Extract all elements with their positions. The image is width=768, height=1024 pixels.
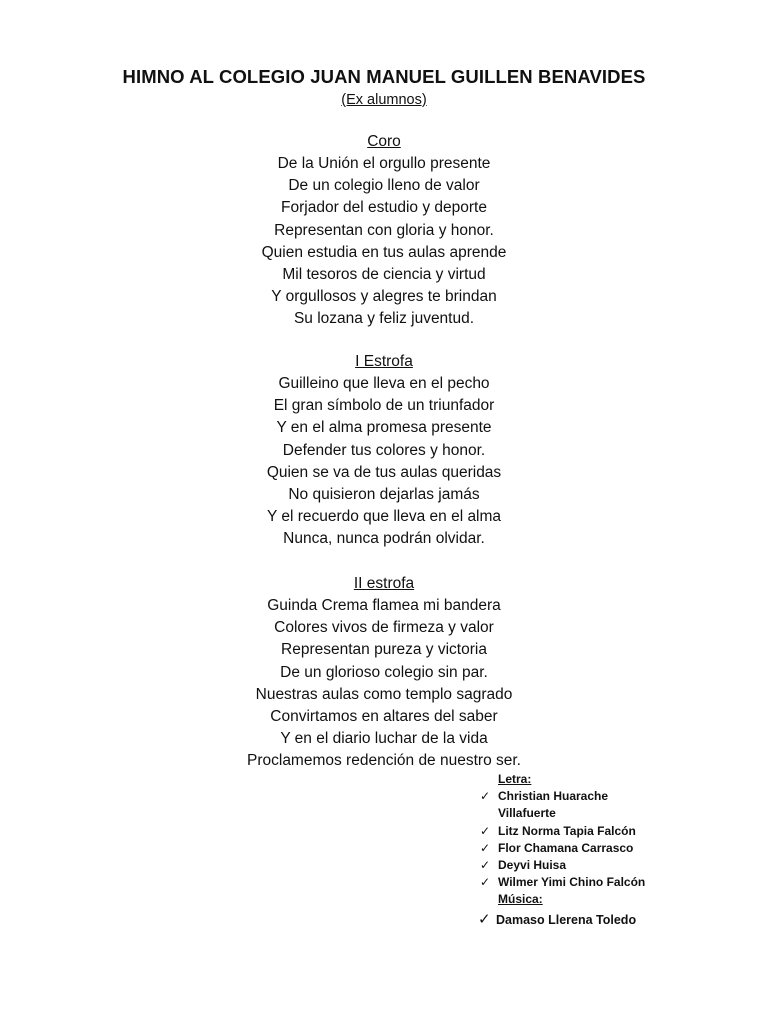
verse-line: De la Unión el orgullo presente	[277, 155, 491, 172]
verse-line: Y el recuerdo que lleva en el alma	[266, 508, 502, 526]
music-heading: Música:	[498, 892, 543, 907]
verse-line: Representan pureza y victoria	[281, 641, 487, 659]
checkmark-icon: ✓	[480, 840, 491, 855]
lyrics-author-item	[478, 857, 758, 874]
verse-line: Forjador del estudio y deporte	[281, 199, 487, 217]
verse-line: Representan con gloria y honor.	[274, 221, 494, 239]
chorus-heading: Coro	[367, 133, 401, 150]
lyrics-author-name: Wilmer Yimi Chino Falcón	[498, 875, 646, 890]
lyrics-heading: Letra:	[498, 772, 532, 786]
verse-line: Quien se va de tus aulas queridas	[266, 463, 502, 481]
chorus-section	[0, 131, 768, 331]
verse-line: Proclamemos redención de nuestro ser.	[247, 752, 521, 770]
verse-line: De un colegio lleno de valor	[288, 177, 480, 195]
verse-line: Y en el diario luchar de la vida	[280, 730, 488, 748]
checkmark-icon: ✓	[478, 910, 491, 928]
checkmark-icon: ✓	[480, 789, 491, 804]
stanza-1-section	[0, 351, 768, 551]
verse-line: Guilleino que lleva en el pecho	[278, 375, 490, 392]
verse-line: El gran símbolo de un triunfador	[273, 397, 495, 415]
verse-line: Colores vivos de firmeza y valor	[274, 619, 494, 637]
stanza-2-heading: II estrofa	[353, 575, 415, 592]
hymn-title: HIMNO AL COLEGIO JUAN MANUEL GUILLEN BENAVIDES	[122, 66, 646, 87]
verse-line: Mil tesoros de ciencia y virtud	[282, 266, 486, 284]
lyrics-author-item	[478, 840, 758, 857]
checkmark-icon: ✓	[480, 875, 491, 890]
verse-line: Defender tus colores y honor.	[282, 441, 486, 459]
verse-line: Convirtamos en altares del saber	[270, 708, 498, 726]
lyrics-author-name: Christian Huarache	[498, 789, 609, 804]
verse-line: Y orgullosos y alegres te brindan	[271, 288, 497, 306]
lyrics-author-item	[478, 788, 758, 805]
credits-block	[478, 771, 758, 931]
verse-line: No quisieron dejarlas jamás	[288, 486, 480, 504]
checkmark-icon: ✓	[480, 858, 491, 873]
lyrics-author-name: Flor Chamana Carrasco	[498, 840, 634, 855]
stanza-1-heading: I Estrofa	[355, 353, 413, 370]
lyrics-author-item	[478, 823, 758, 840]
verse-line: Su lozana y feliz juventud.	[293, 310, 475, 328]
verse-line: Quien estudia en tus aulas aprende	[261, 243, 507, 261]
verse-line: Guinda Crema flamea mi bandera	[267, 597, 501, 614]
lyrics-author-item	[478, 874, 758, 891]
lyrics-author-name: Litz Norma Tapia Falcón	[498, 823, 636, 838]
lyrics-author-continuation	[478, 805, 758, 822]
verse-line: Y en el alma promesa presente	[276, 419, 492, 437]
verse-line: Nuestras aulas como templo sagrado	[255, 685, 513, 703]
verse-line: De un glorioso colegio sin par.	[280, 663, 488, 681]
lyrics-author-name-continued: Villafuerte	[498, 806, 556, 821]
verse-line: Nunca, nunca podrán olvidar.	[283, 530, 485, 548]
music-author-name: Damaso Llerena Toledo	[496, 912, 637, 927]
hymn-subtitle: (Ex alumnos)	[341, 92, 427, 108]
lyrics-author-name: Deyvi Huisa	[498, 858, 567, 873]
checkmark-icon: ✓	[480, 823, 491, 838]
stanza-2-section	[0, 573, 768, 773]
music-author-item	[478, 909, 758, 931]
